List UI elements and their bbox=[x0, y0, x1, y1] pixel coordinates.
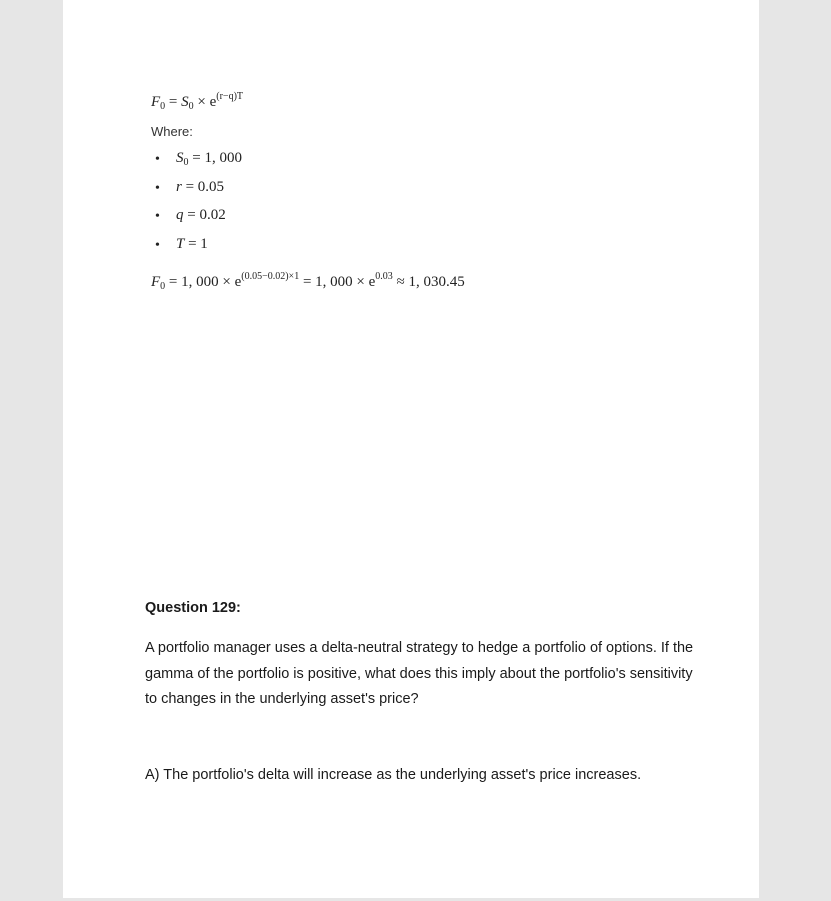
variable-value: = 0.02 bbox=[183, 207, 226, 223]
list-item bbox=[151, 150, 242, 179]
variable-value: = 0.05 bbox=[181, 178, 225, 195]
variable-symbol: q bbox=[176, 207, 184, 223]
exponent: 0.03 bbox=[375, 271, 393, 282]
variable-symbol: r bbox=[176, 178, 182, 195]
forward-symbol: F bbox=[151, 274, 161, 290]
subscript: 0 bbox=[160, 281, 166, 292]
spot-symbol: S bbox=[181, 94, 189, 110]
list-item bbox=[151, 236, 242, 265]
variable-value: = 1 bbox=[184, 235, 208, 252]
where-label: Where: bbox=[151, 124, 193, 139]
subscript: 0 bbox=[183, 157, 189, 168]
calc-lhs: = 1, 000 × e bbox=[165, 274, 242, 290]
list-item bbox=[151, 207, 242, 236]
bullet-icon: • bbox=[155, 237, 160, 253]
variable-list bbox=[151, 150, 242, 264]
forward-price-formula bbox=[151, 91, 244, 112]
question-title: Question 129: bbox=[145, 600, 241, 616]
bullet-icon: • bbox=[155, 209, 160, 224]
variable-symbol: S bbox=[176, 150, 184, 166]
variable-value: = 1, 000 bbox=[188, 150, 242, 166]
calc-mid: = 1, 000 × e bbox=[299, 274, 376, 290]
answer-option-a: A) The portfolio's delta will increase as the underlying asset's price increases. bbox=[145, 767, 642, 783]
subscript: 0 bbox=[188, 101, 194, 112]
calc-result: ≈ 1, 030.45 bbox=[392, 274, 465, 290]
exponent: (r−q)T bbox=[216, 91, 244, 102]
exponent: (0.05−0.02)×1 bbox=[241, 271, 300, 282]
forward-symbol: F bbox=[151, 94, 161, 110]
subscript: 0 bbox=[160, 101, 166, 112]
question-body: A portfolio manager uses a delta-neutral strategy to hedge a portfolio of options. If the gamma of the portfolio is positive, what does this imply about the portfolio's sensitivity to changes in the underlying asset's price? bbox=[145, 640, 694, 707]
bullet-icon: • bbox=[155, 180, 160, 196]
times-exp: × e bbox=[193, 94, 217, 110]
list-item bbox=[151, 179, 242, 208]
variable-symbol: T bbox=[176, 235, 185, 252]
bullet-icon: • bbox=[155, 152, 160, 167]
calculation-formula bbox=[151, 271, 465, 292]
document-page bbox=[63, 0, 759, 898]
equals-sign: = bbox=[165, 94, 182, 110]
